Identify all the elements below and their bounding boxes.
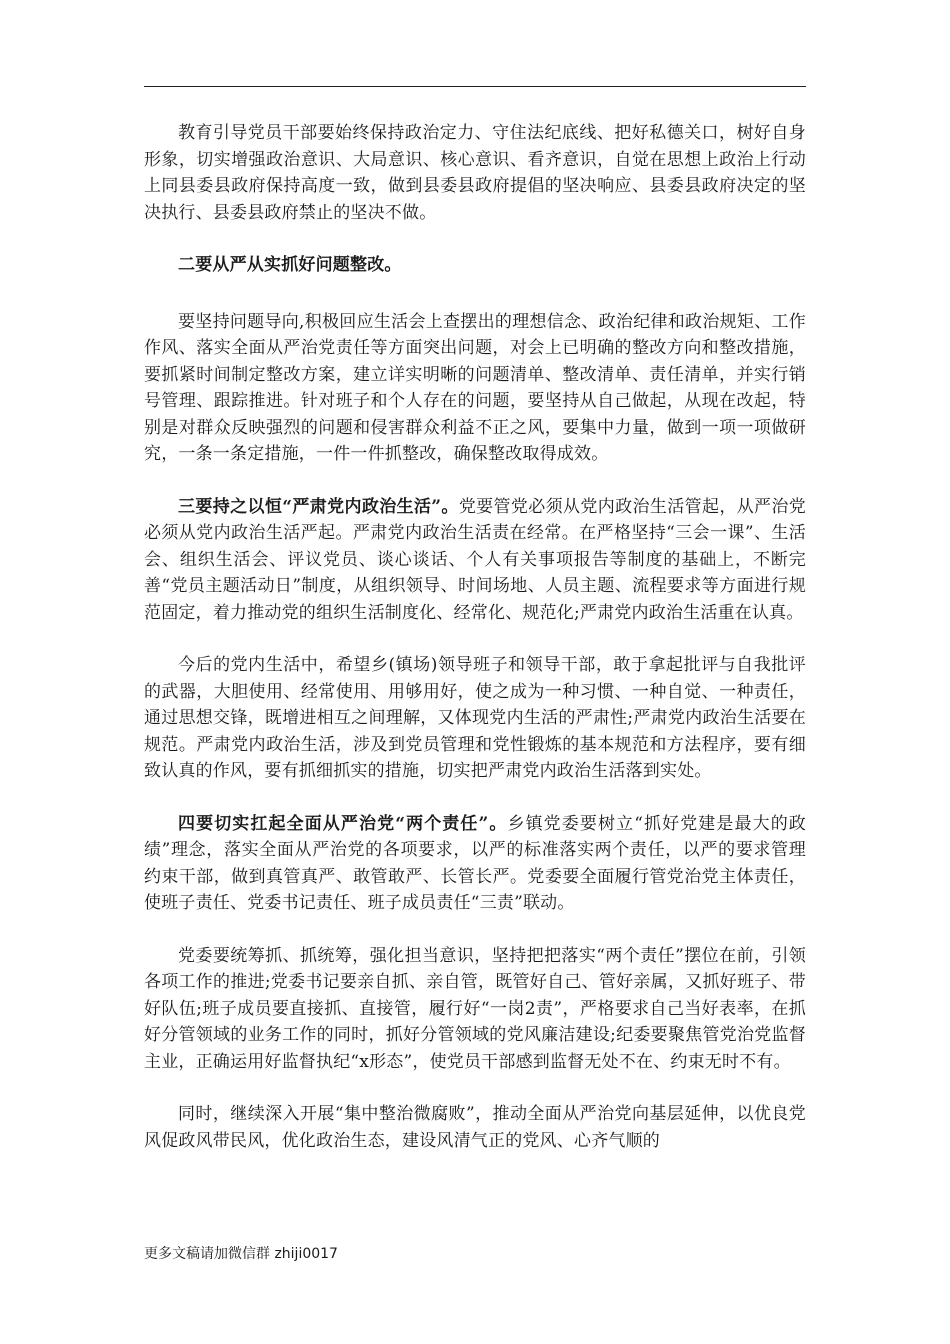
paragraph-text: 要坚持问题导向,积极回应生活会上查摆出的理想信念、政治纪律和政治规矩、工作作风、落实全面从严治党责任等方面突出问题，对会上已明确的整改方向和整改措施，要抓紧时间制定整改方案，建立详实明晰的问题清单、整改清单、责任清单，并实行销号管理、跟踪推进。针对班子和个人存在的问题，要坚持从自己做起，从现在改起，特别是对群众反映强烈的问题和侵害群众利益不正之风，要集中力量，做到一项一项做研究，一条一条定措施，一件一件抓整改，确保整改取得成效。 [144,311,806,464]
paragraph-text: 教育引导党员干部要始终保持政治定力、守住法纪底线、把好私德关口，树好自身形象，切实增强政治意识、大局意识、核心意识、看齐意识，自觉在思想上政治上行动上同县委县政府保持高度一致，做到县委县政府提倡的坚决响应、县委县政府决定的坚决执行、县委县政府禁止的坚决不做。 [144,123,806,223]
paragraph-text: 今后的党内生活中，希望乡(镇场)领导班子和领导干部，敢于拿起批评与自我批评的武器，大胆使用、经常使用、用够用好，使之成为一种习惯、一种自觉、一种责任，通过思想交锋，既增进相互之间理解，又体现党内生活的严肃性;严肃党内政治生活要在规范。严肃党内政治生活，涉及到党员管理和党性锻炼的基本规范和方法程序，要有细致认真的作风，要有抓细抓实的措施，切实把严肃党内政治生活落到实处。 [144,655,806,781]
paragraph-1 [144,120,806,226]
paragraph-6 [144,811,806,917]
paragraph-text: 党要管党必须从党内政治生活管起，从严治党必须从党内政治生活严起。严肃党内政治生活责在经常。在严格坚持“三会一课”、生活会、组织生活会、评议党员、谈心谈话、个人有关事项报告等制度的基础上，不断完善“党员主题活动日”制度，从组织领导、时间场地、人员主题、流程要求等方面进行规范固定，着力推动党的组织生活制度化、经常化、规范化;严肃党内政治生活重在认真。 [144,496,806,623]
section-heading-text: 二要从严从实抓好问题整改。 [178,255,402,275]
paragraph-8 [144,1101,806,1154]
paragraph-3 [144,309,806,468]
document-body [144,120,806,1180]
paragraph-lead: 三要持之以恒“严肃党内政治生活”。 [178,496,459,517]
header-rule [144,86,806,87]
paragraph-text: 同时，继续深入开展“集中整治微腐败”，推动全面从严治党向基层延伸，以优良党风促政风带民风，优化政治生态，建设风清气正的党风、心齐气顺的 [144,1104,806,1151]
paragraph-lead: 四要切实扛起全面从严治党“两个责任”。 [178,813,508,834]
paragraph-text: 乡镇党委要树立“抓好党建是最大的政绩”理念，落实全面从严治党的各项要求，以严的标准落实两个责任，以严的要求管理约束干部，做到真管真严、敢管敢严、长管长严。党委要全面履行管党治党主体责任，使班子责任、党委书记责任、班子成员责任“三责”联动。 [144,813,806,913]
paragraph-7 [144,943,806,1076]
paragraph-4 [144,494,806,627]
paragraph-5 [144,652,806,785]
section-heading-2 [144,252,806,279]
footer-note: 更多文稿请加微信群 zhiji0017 [144,1246,338,1262]
paragraph-text: 党委要统筹抓、抓统筹，强化担当意识，坚持把把落实“两个责任”摆位在前，引领各项工作的推进;党委书记要亲自抓、亲自管，既管好自己、管好亲属，又抓好班子、带好队伍;班子成员要直接抓、直接管，履行好“一岗2责”，严格要求自己当好表率，在抓好分管领域的业务工作的同时，抓好分管领域的党风廉洁建设;纪委要聚焦管党治党监督主业，正确运用好监督执纪“x形态”，使党员干部感到监督无处不在、约束无时不有。 [144,945,806,1072]
